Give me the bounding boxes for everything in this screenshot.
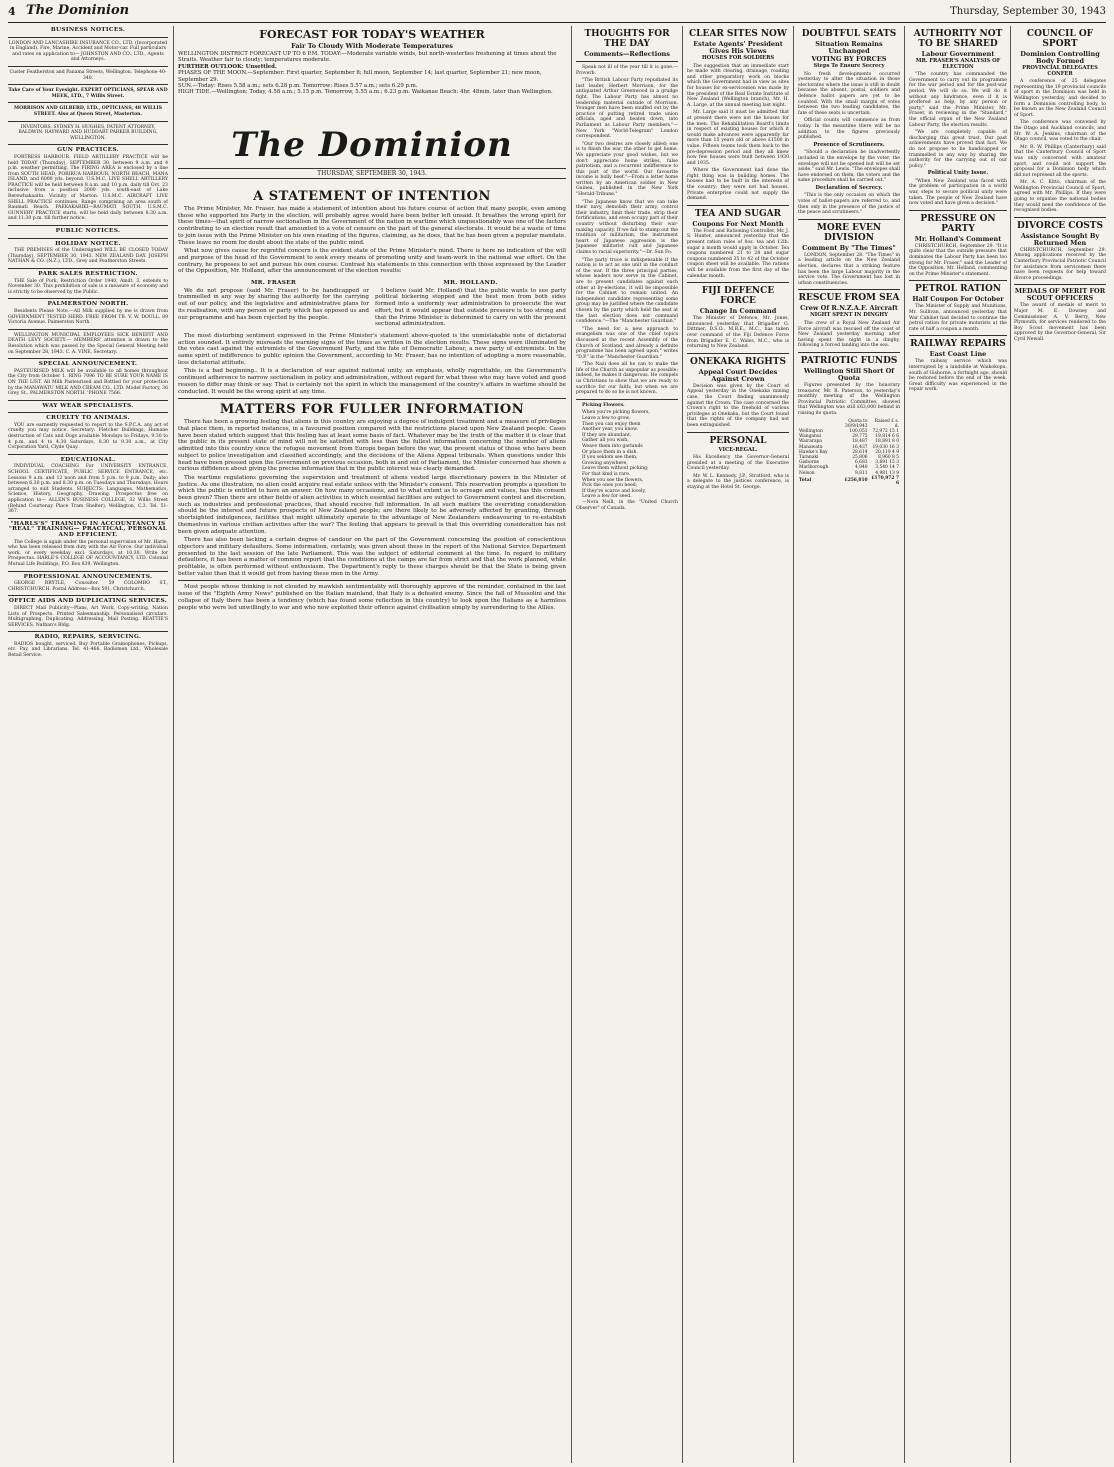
petrol-heading: PETROL RATION [914,284,1002,295]
fraser-quote [178,278,369,330]
article-paragraph: "This is the only occasion on which the votes of ballot-papers are referred to, and then only in the presence of the justice of the peace and scrutineers." [798,193,900,216]
masthead-date: Thursday, September 30, 1943 [950,6,1106,17]
ad-morrison: MORRISON AND GILBERD, LTD., OPTICIANS, 48 WILLIS STREET. Also at Queen Street, Masterton. [14,106,162,117]
cruelty-heading: CRUELTY TO ANIMALS. [46,415,130,422]
article-paragraph: Figures presented by the honorary treasurer, Mr. R. Paterson, to yesterday's monthly meeting of the Wellington Provincial Patriotic Committee, showed that Wellington was still £63,000 behind in raising its quota. [798,382,900,416]
poem-line: Weave them into garlands [582,444,643,449]
thoughts-sub: Comments—Reflections [584,50,670,58]
thought: "The Nazi does all he can to make the life of the Church as unpopular as possible; indeed, he makes it dangerous. He compels us Christians to show that we are ready to sacrifice for our faith; but when we are prepared to do so he is not known. [576,362,678,396]
masthead-name: The Dominion [26,3,130,18]
fraser-heading: MR. FRASER [250,280,297,287]
article-paragraph: "When New Zealand was faced with the problem of participation in a world war, steps to secure political unity were taken. The people of New Zealand have now voted and have given a decision." [909,178,1007,207]
edu-heading: EDUCATIONAL. [60,456,116,463]
forecast-heading: FORECAST FOR TODAY'S WEATHER [259,28,485,41]
thought: "The British Labour Party repudiated its last leader, Herbert Morrison, for the antiquated Arthur Greenwood in a grudge fight. The Labour Party has almost no leadership material outside of Morrison. Younger men have been snuffed out by the practice of putting retired trade union officials, aged and beaten down, into Parliament as Labour Party members."—New York "World-Telegram" London correspondent. [576,78,678,140]
doubtful-seats-sub2: VOTING BY FORCES [811,55,887,63]
article-paragraph: The suggestion that an immediate start be made with clearing, drainage, roading and other preparatory work on blocks which the Government had in view as sites for houses for ex-servicemen was made by the president of the Real Estate Institute of New Zealand (Wellington branch), Mr. H. A. Large, at the annual meeting last night. [687,63,789,108]
welly-text: WELLINGTON MUNICIPAL EMPLOYEES SICK BENEFIT AND DEATH LEVY SOCIETY.— MEMBERS' attention is drawn to the Resolution which was passed by the Special General Meeting held on September 28, 1943. C. A. VINE, Secretary. [8,332,168,355]
news-column-5 [798,26,900,1463]
article-paragraph: The railway service which was interrupted by a landslide at Waikokopu, south of Gisborne, a fortnight ago, should be restored before the end of the week. Great difficulty was experienced in the repair work. [909,359,1007,393]
edu-text: INDIVIDUAL COACHING For UNIVERSITY ENTRANCE, SCHOOL CERTIFICATE, PUBLIC SERVICE ENTRANCE, etc. Lessons 9 a.m. and 12 noon and from 5 p.m. to 9 p.m. Daily; also between 6.30 p.m. and 8.30 p.m. on Tuesdays and Thursdays. Hours arranged to suit Students. SUBJECTS: Languages, Mathematics, Science, History, Geography, Drawing. Prospectus free on application to— ALLEN'S BUSINESS COLLEGE, 32 Willis Street (Behind Courtenay Place Tram Shelter), Wellington, C.3. Tel. 51-367. [8,464,168,515]
rescue-sub: Crew Of R.N.Z.A.F. Aircraft [800,304,898,313]
poem-line: For that kind is rare. [582,471,631,477]
table-row: Wellington 100,051 72,972 15 1 [799,428,899,434]
table-row: Hawke's Bay 28,614 20,119 4 9 [799,449,899,455]
newspaper-page [8,4,1106,1463]
radio-text: RADIOS bought, serviced. Buy Portable Gramophones, Pickups, etc. Pay, and Librarians. Tel. 41-466. Radiomen Ltd., Wholesale Retail Service. [8,641,168,659]
doubtful-seats-sub: Situation Remains Unchanged [815,40,883,55]
special-text: PASTEURISED MILK will be available to all homes throughout the City from October 1. RING 7096 TO BE SURE YOUR NAME IS ON THE LIST. All Milk Pasteurised and Bottled for your protection by the MANAWATU MILK AND CREAM CO., LTD. Model Factory, 36 Grey St., PALMERSTON NORTH. 'PHONE 7566. [8,368,168,397]
article-paragraph: His Excellency the Governor-General presided at a meeting of the Executive Council yesterday. [687,455,789,472]
subhead: Presence of Scrutineers. [813,141,885,148]
editorial-heading: A STATEMENT OF INTENTION [253,189,491,204]
sport-sub2: PROVINCIAL DELEGATES CONFER [1022,65,1098,77]
sport-heading: COUNCIL OF SPORT [1026,29,1094,49]
ad-opticians: Take Care of Your Eyesight. EXPERT OPTICIANS, SPEAR AND MEEK, LTD., 7 Willis Street. [8,88,168,99]
office-heading: OFFICE AIDS AND DUPLICATING SERVICES. [8,598,168,605]
business-heading: BUSINESS NOTICES. [50,27,126,33]
forecast-line: WELLINGTON DISTRICT FORECAST UP TO 6 P.M. TODAY:—Moderate variable winds, but north-westerlies freshening at times about the Straits. Weather fair to cloudy; temperatures moderate. [178,51,557,64]
poem-line: Leave them without picking; [582,466,649,472]
editorial-paragraph: This is a bad beginning.. It is a declaration of war against national unity, an emphasis, wholly regrettable, on the Government's continued adherence to narrow sectionalism in policy and administration, without regard for what those who may have voted and good reason to differ may think or say. That is certainly not the spirit in which the management of the country's affairs in wartime should be conducted. It would be the wrong spirit at any time. [178,368,566,395]
railway-sub: East Coast Line [929,350,987,359]
holiday-text: THE PREMISES of the Undersigned WILL BE CLOSED TODAY (Thursday), SEPTEMBER 30, 1943, NEW ZEALAND DAY. JOSEPH NATHAN & CO. (N.Z.), LTD., Grey and Featherston Streets. [8,248,168,265]
poem-title: Picking Flowers. [582,402,625,408]
ad-insurance: LONDON AND LANCASHIRE INSURANCE CO., LTD. (Incorporated in England). Fire, Marine, Accident and Motor-car. Full particulars and rates on application to— JOHNSTON AND CO., LTD., Agents and Attorneys. [8,40,168,63]
tea-sugar-sub: Coupons For Next Month [692,219,784,228]
patriotic-sub: Wellington Still Short Of Quota [803,366,895,382]
thoughts-column [576,26,678,1463]
editorial-paragraph: Most people whose thinking is not clouded by mawkish sentimentality will thoroughly approve of the reminder, contained in the last issue of the "Eighth Army News" published on the Italian mainland, that Italy is a defeated enemy. Since the fall of Mussolini and the collapse of Italy there has been a tendency (which has found some reflection in this country) to look upon the Italians as a harmless people who were led unwillingly to war and who now exploited their offence against civilisation simply by surrendering to the Allies. [178,584,566,611]
poem-line: Another year, you know. [582,427,639,433]
table-row: Marlborough 4,940 3,540 14 7 [799,465,899,471]
table-row: Wanganui 29,775 19,814 6 6 [799,434,899,440]
personal-sub: VICE-REGAL. [718,446,758,453]
article-paragraph: The award of medals of merit to Major M. E. Downey and Commissioner A. V. Berry, New Plymouth, for services rendered to the Boy Scout movement has been approved by the Governor-General, Sir Cyril Newall. [1014,303,1106,342]
page-number: 4 [8,5,16,18]
radio-heading: RADIO, REPAIRS, SERVICING. [34,634,142,641]
thought: "The need for a new approach to evangelism was one of the chief topics discussed at the recent Assembly of the Church of Scotland, and already a definite programme has been agreed upon," writes "D.P." in the "Manchester Guardian." [576,326,678,360]
editorial-heading-2: MATTERS FOR FULLER INFORMATION [219,402,525,418]
harls-heading: "HARLS'S" TRAINING IN ACCOUNTANCY IS "REAL" TRAINING— PRACTICAL, PERSONAL AND EFFICIENT. [8,520,168,538]
ad-custer: Custer Featherston and Panama Streets, Wellington. Telephone 40-340. [9,69,167,81]
article-paragraph: The conference was convened by the Otago and Auckland councils, and Mr. W. A. Jenkins, chairman of the Otago council, was voted to the chair. [1014,120,1106,143]
table-row: Taranaki 25,806 8,960 8 5 [799,454,899,460]
rescue-sub2: NIGHT SPENT IN DINGHY [810,312,888,319]
news-column-4 [687,26,789,1463]
article-paragraph: Mr. W. L. Kennedy, J.P., Stratford, who is a delegate to the justices conference, is staying at the Hotel St. George. [687,473,789,491]
railway-heading: RAILWAY REPAIRS [910,339,1006,350]
war-heading: WAY WEAR SPECIALISTS. [42,402,134,409]
thought: "The party truce is indispensable if the nation is to act as one unit in the conduct of the war. If the three principal parties, whose leaders now serve in the Cabinet, are to present candidates against each other at by-elections, it will be impossible for the Cabinet to remain united. An independent candidate representing some group may be justified where the candidate chosen by the party which held the seat at the last election does not command confidence."—The "Manchester Guardian." [576,257,678,325]
doubtful-seats-heading: DOUBTFUL SEATS [801,29,897,39]
onekaka-heading: ONEKAKA RIGHTS [689,356,787,367]
rescue-heading: RESCUE FROM SEA [798,293,900,304]
poem-line: Growing anywhere, [582,460,628,466]
article-paragraph: "Should a declaration be inadvertently included in the envelope by the voter, the envelope will not be opened but will be set aside," said Mr. Lewis. "The envelopes shall have endorsed on them, the voters and the same procedure shall be carried out." [798,150,900,184]
poem-line: Gather all you wish, [582,438,629,444]
editorial-paragraph: The Prime Minister, Mr. Fraser, has made a statement of intention about his future course of action that many people, even among those who supported his Party in the election, will probably agree would have been better left unsaid. It breathes the wrong spirit for these times—that spirit of narrow sectionalism in the Government of the nation in wartime which unquestionably was one of the factors contributing to an election result that amounted to a vote of censure on the part of the general electorate. It would be a waste of time to join issue with the Prime Minister on his own reading of the figures, claiming, as he does, that he has been given a popular mandate. These leave no room for doubt about the state of the public mind. [178,206,566,246]
poem-line: If they're scarce and lovely, [582,488,646,494]
article-paragraph: Mr. Large said it must be admitted that at present there were not the houses for the men. The Rehabilitation Board's limits in respect of existing houses for which it would make advances were apparently far more than 15 years old or above £1500 in value. Fifteen teams took them back to the pre-depression period and they all knew how few houses were built between 1930 and 1935. [687,110,789,166]
article-paragraph: "The country has commanded the Government to carry out its programme for the war period and for the post-war period. We will do so. We will do it without any hindrance, even if it is proffered as help, by any person or party," said the Prime Minister, Mr. Fraser, in reviewing in the "Standard," the official organ of the New Zealand Labour Party, the election results. [909,72,1007,128]
article-paragraph: Mr. A. C. Kitto, chairman of the Wellington Provincial Council of Sport, agreed with Mr. Phillips. If they were going to organise the national bodies they would need the confidence of the recognised bodies. [1014,180,1106,214]
authority-sub2: MR. FRASER'S ANALYSIS OF ELECTION [915,58,1001,70]
personal-heading: PERSONAL [709,435,767,446]
patriotic-table [798,419,900,487]
medals-heading: MEDALS OF MERIT FOR SCOUT OFFICERS [1014,287,1106,303]
ad-inventors: INVENTORS. SYDNEY H. HUGHES, PATENT ATTORNEY, BALDWIN, RAYWARD AND HUDDART PARKER BUILDING, WELLINGTON. [18,124,158,141]
forecast-line: PHASES OF THE MOON.—September: First quarter, September 8; full moon, September 14; last quarter, September 21; new moon, September 29. [178,70,542,83]
patriotic-heading: PATRIOTIC FUNDS [800,355,898,366]
article-paragraph: A conference of 25 delegates representing the 19 provincial councils of sport in the Dominion was held in Wellington yesterday, and decided to form a Dominion controlling body, to be known as the New Zealand Council of Sport. [1014,79,1106,118]
editorial-paragraph: There has been a growing feeling that aliens in this country are enjoying a degree of indulgent treatment and a measure of privileges that place them, in reported instances, in a favoured position compared with the restrictions placed upon New Zealand people. Cases have been stated which suggest that this feeling has at least some basis of fact. Whatever may be the truth of the matter it is clear that the public in its present state of mind will not be satisfied with less than the fullest information concerning the number of aliens admitted into this country since the refugee movement from Europe began before the war, the present status of those who have been subject to police investigation and classified accordingly, and the decisions of the Aliens Appeal tribunals. When questions under this head have been pressed upon the Government on previous occasion, both in and out of Parliament, the Minister concerned has shown a curious diffidence about giving the precise information that in the public interest was clearly demanded. [178,419,566,473]
prof-text: GEORGE BRYTLE, Consulter. 59 COLOMBO ST., CHRISTCHURCH. Postal Address—Box 591, Christchurch. [8,581,168,592]
banner-title: The Dominion [231,125,513,165]
holiday-heading: HOLIDAY NOTICE. [55,240,121,247]
forecast-line: FURTHER OUTLOOK: Unsettled. [178,63,277,70]
table-header: Quota to 30/9/1943 Raised £ s. d. [845,418,899,429]
harls-text: The College is again under the personal supervision of Mr. Harle, who has been released from duty with the Air Force. Our individual work, or every weekday excl. Saturdays, at 10.30. Write for Prospectus. HARLE'S COLLEGE OF ACCOUNTANCY, LTD. Colonial Mutual Life Buildings, P.O. Box 839, Wellington. [8,539,168,567]
thought: Speak not ill of the year till it is gone.—Proverb. [576,65,678,76]
dominion-banner [178,122,566,180]
news-column-6 [909,26,1007,1463]
forecast-line: SUN.—Today: Rises 5.58 a.m.; sets 6.28 p.m. Tomorrow: Rises 5.57 a.m.; sets 6.29 p.m. [178,83,418,90]
authority-sub: Labour Government [921,50,995,58]
clear-sites-heading: CLEAR SITES NOW [688,29,788,39]
table-row: Manawatu 16,437 19,030 16 3 [799,444,899,450]
table-row: Wairarapa 18,487 18,891 8 0 [799,439,899,445]
forecast-line: HIGH TIDE.—Wellington: Today, 4.58 a.m.; 5.15 p.m. Tomorrow, 5.55 a.m.; 6.23 p.m. Waikanae Beach: 4hr. 48min. later than Wellington. [178,89,553,96]
news-column-7 [1014,26,1106,1463]
poem-line: When you see the flowers, [582,477,644,483]
holland-text: I believe (said Mr. Holland) that the public wants to see party political bickering stopped and the best men from both sides formed into a uniformly war administration to prosecute the war effort, but it would appear that outside pressure is too strong and that the Prime Minister is determined to carry on with the present sectional administration. [375,287,566,328]
authority-heading: AUTHORITY NOT TO BE SHARED [913,29,1003,49]
gun-heading: GUN PRACTICES. [57,147,119,154]
holland-quote [375,278,566,330]
cruelty-text: YOU are earnestly requested to report to the S.P.C.A. any act of cruelty you may notice. Secretary: Fletcher Buildings, Humane destruction of Cats and Dogs available Mondays to Fridays, 9.30 to 4 p.m. and 4 to 4.30 Saturdays, 8.30 to 9.30 a.m., at City Corporation Yard, Clyde Quay. [8,422,168,451]
editorial-paragraph: The most disturbing sentiment expressed in the Prime Minister's statement above-quoted is the unmistakable note of dictatorial action sounded. It entirely misreads the warning signs of the times as written in the election results. These signs were illuminated by the votes cast against the extremists of the Government Party, and the fate of Democratic Labour, a new party of extremists. In the same spirit of indifference to public opinion the Government, according to Mr. Fraser, has no intention of adopting a more reasonable, less dictatorial attitude. [178,332,566,366]
subhead: Declaration of Secrecy. [815,184,883,191]
petrol-sub: Half Coupon For October [912,295,1004,304]
editorial-paragraph: The wartime regulations governing the supervision and treatment of aliens vested large discretionary powers in the Minister of Justice. As one illustration, no alien could acquire real estate unless with the Minister's consent. This reservation prompts a question to which the public is entitled to have an answer. On how many occasions, and to what extent as to acreage and values, has this consent been given? Then there are other fields of alien activities in which essential facilities are subject to Government control and discretion, such as industries and professional practices, that should receive full information. In all such matters the overriding consideration should be the interest and future prospects of New Zealand people; are there likely to be adversely affected by granting, through shortsighted indulgences, facilities that might ultimately operate to the advantage of New Zealanders endeavouring to re-establish themselves in various civilian activities after the war? The feeling that appears to prevail is that this overriding consideration has not been given adequate attention. [178,474,566,535]
quote-comparison [178,278,566,330]
table-row: Gisborne 6,683 3,691 15 3 [799,460,899,466]
weather-forecast [178,26,566,96]
divorce-sub: Assistance Sought By Returned Men [1020,231,1100,247]
article-paragraph: Decision was given by the Court of Appeal yesterday in the Onekaka mining case, the Court finding unanimously against the Crown. The case concerned the Crown's right to the freehold of various privileges at Onekaka, but the Court found that the rights of the company had not been extinguished. [687,383,789,428]
article-paragraph: CHRISTCHURCH, September 29. "It is quite clear that the outside pressure that dominates the Labour Party has been too strong for Mr. Fraser," said the Leader of the Opposition, Mr. Holland, commenting on the Prime Minister's statement. [909,243,1007,277]
banner-dateline: THURSDAY, SEPTEMBER 30, 1943. [178,168,566,179]
article-paragraph: The Minister of Defence, Mr. Jones, announced yesterday that Brigadier G. Dittmer, D.S.O., M.B.E., M.C., has taken over command of the Fiji Defence Force from Brigadier E. C. Wales, M.C., who is returning to New Zealand. [687,316,789,350]
holland-heading: MR. HOLLAND. [443,280,498,287]
poem-credit: —Nora Neill, in the "United Church Observer" of Canada. [576,499,678,511]
fiji-heading: FIJI DEFENCE FORCE [701,286,775,307]
poem-line: Leave a few for seed. [582,494,632,500]
onekaka-sub: Appeal Court Decides Against Crown [698,367,778,383]
fiji-sub: Change In Command [699,307,777,316]
prof-heading: PROFESSIONAL ANNOUNCEMENTS. [23,573,153,580]
poem-line: Pick the ones you need; [582,483,638,489]
editorial-paragraph: What now gives cause for regretful concern is the evident state of the Prime Minister's mind. There is here no indication of the will and purpose of the head of the Government to seek every means of promoting unity and team-work in the national war effort. On the contrary, he proposes to set and pursue his own course. Contrast his statements in this connection with those expressed by the Leader of the Opposition, Mr. Holland, after the announcement of the election results: [178,248,566,275]
article-paragraph: "We are completely capable of discharging this great trust. Our past achievements have proved that fact. We do not propose to be handicapped or trammelled in any way by sharing the authority for the carrying out of our policy." [909,130,1007,169]
masthead-bar [8,4,1106,23]
sales-text: THE Sale of Pork, Restriction Order 1940, Amdt. 3, extends to November 30. This prohibition of sale is a measure of economy and is strictly to be observed by the Public. [8,278,168,295]
fraser-text: We do not propose (said Mr. Fraser) to be handicapped or trammelled in any way by sharing the authority for the carrying out of our policy, and the legislative and administrative plans for its realisation, with any person or party which has opposed us and our programme and has been rejected by the people. [178,287,369,321]
table-total: Total £256,810 £170,972 7 6 [799,475,899,486]
palm-heading: PALMERSTON NORTH. [47,301,129,308]
editorial [178,186,566,1463]
poem-line: Or place them in a dish. [582,449,638,455]
thought: "Our two desires are closely allied; one is to finish the war, the other to get home. We appreciate your good wishes, but we don't appreciate home strikes, false patriotism, and a recurrent indifference to this part of the world. Our favourite income is bully beef."—From a letter home written by an American soldier in New Guinea, published in the New York "Herald-Tribune." [576,141,678,198]
office-text: DIRECT Mail Publicity—Plans, Art Work, Copy-writing, Nation Lists of Prospects. Printed Salesmanship. Personalised circulars. Multigraphing, Duplicating, Addressing, Mail Posting. BEATTIE'S SERVICES, Nathan's Bldg. [8,605,168,628]
sport-sub: Dominion Controlling Body Formed [1020,50,1100,65]
gun-text: FORTRESS HARBOUR. FIELD ARTILLERY PRACTICE will be held TODAY (Thursday), SEPTEMBER 30, between 9 a.m. and 4 p.m. weather permitting. The FIRING AREA is enclosed by a line from SOUTH HEAD, PORIRUA HARBOUR, NORTH BEACH, MANA ISLAND, and 6000 yds. beyond. U.S.M.C. LIVE SHELL ARTILLERY PRACTICE will be held between 8 a.m. and 10 p.m. daily till Oct. 23 inclusive from a position 2000 yds. south-east of Lake Rerewhakaaitu. Vicinity of Marton. U.S.M.C. AIRCRAFT LIVE SHELL PRACTICE continues. Range comprising an area south of Raumati Beach. PAEKAKARIKI—RAUMATI SOUTH. U.S.M.C. GUNNERY PRACTICE starts, will be held daily between 8.30 a.m. and 11.30 p.m. till further notice. [8,154,168,222]
palm-text: Residents Please Note.—All Milk supplied by me is drawn from GOVERNMENT TESTED HERD. FREE FROM TB. V. W. DOULL. 89 Victoria Avenue, Palmerston North. [8,308,168,326]
article-paragraph: The Food and Rationing Controller, Mr. J. S. Hunter, announced yesterday that the present ration rules of 8oz. tea and 12lb. sugar a month would apply in October. Tea coupons numbered 21 to 28 and sugar coupons numbered 35 to 42 of the October coupon sheet will be available. The rations will be available from the first day of the calendar month. [687,228,789,279]
more-even-heading: MORE EVEN DIVISION [816,222,882,243]
business-notices-column [8,26,168,1463]
divorce-heading: DIVORCE COSTS [1016,220,1103,231]
article-paragraph: The Minister of Supply and Munitions, Mr. Sullivan, announced yesterday that War Cabinet had decided to continue the petrol ration for private motorists at the rate of half a coupon a month. [909,304,1007,332]
special-heading: SPECIAL ANNOUNCEMENT. [38,361,138,368]
doubtful-seats-sub3: Steps To Ensure Secrecy [813,63,885,69]
poem-line: When you're picking flowers, [582,410,650,416]
article-paragraph: No fresh developments occurred yesterday to alter the situation in those electorates where the issue is still in doubt because the absent, postal, soldiers and defence ballot papers are yet to be counted. With the small margin of votes between the two leading candidates, the fate of these seats is uncertain. [798,71,900,116]
clear-sites-sub2: HOUSES FOR SOLDIERS [701,55,775,61]
poem-line: If they are abundant, [582,432,632,438]
clear-sites-sub: Estate Agents' President Gives His Views [693,40,783,55]
public-heading: PUBLIC NOTICES. [55,228,121,235]
thought: "The Japanese know that we can take their navy, demolish their army, control their industry, limit their trade, strip their fortifications, and even occupy part of their country without disturbing their war-making capacity. If we fail to stamp out the tradition of militarism, the instrument heart of Japanese aggression is the Japanese militarist cult and Japanese claims to racial superiority."—Dr. Sun Fo. [576,199,678,255]
thoughts-heading: THOUGHTS FOR THE DAY [584,29,670,49]
pressure-heading: PRESSURE ON PARTY [920,213,996,234]
subhead: Political Unity Issue. [927,170,989,177]
article-paragraph: Mr. R. W. Phillips (Canterbury) said that the Canterbury Council of Sport was only concerned with amateur sport, and could not support the proposal for a Dominion body which did not represent all the sports. [1014,144,1106,178]
poem-line: Then you can enjoy them [582,421,641,427]
article-paragraph: Where the Government had done the right thing was in building homes. The houses had to be built in the interests of the country; they were not bad houses. Private enterprise could not supply the demand. [687,168,789,202]
editorial-paragraph: There has also been lacking a certain degree of candour on the part of the Government concerning the position of conscientious objectors and military defaulters. Some information, certainly, was given about these in the report of the National Service Department presented to the last session of the late Parliament. This was the subject of editorial comment at the time. In regard to military defaulters, it has been a matter of common report that the conditions at the camps are far from strict and that the work planned, while profitable, is often performed without enthusiasm. The Department's reply to these charges should be that the State is being given better value than that it would get from having these men in the Army. [178,537,566,577]
poem-line: If you seldom see them, [582,455,638,461]
article-paragraph: CHRISTCHURCH, September 29. Among applications received by the Canterbury Provincial Patriotic Council for assistance from servicemen there have been requests for help toward divorce proceedings. [1014,247,1106,281]
more-even-sub: Comment By "The Times" [802,243,896,252]
article-paragraph: LONDON, September 28. "The Times" in a leading article on the New Zealand election, declares that a striking feature has been the large Labour majority in the service vote. The Government has lost in urban constituencies. [798,252,900,286]
poem-line: Leave a few to grow; [582,416,631,422]
table-row: Nelson 9,811 4,981 13 9 [799,470,899,476]
tea-sugar-heading: TEA AND SUGAR [694,208,782,219]
sales-heading: PARK SALES RESTRICTION. [38,271,138,277]
article-paragraph: The crew of a Royal New Zealand Air Force aircraft was rescued off the coast of New Zealand yesterday morning after having spent the night in a dinghy, following a forced landing into the sea. [798,321,900,349]
forecast-subheading: Fair To Cloudy With Moderate Temperatures [291,42,453,50]
article-paragraph: Official counts will commence as from today. In the meantime there will be no addition to the figures previously published. [798,118,900,141]
pressure-sub: Mr. Holland's Comment [914,234,1002,243]
